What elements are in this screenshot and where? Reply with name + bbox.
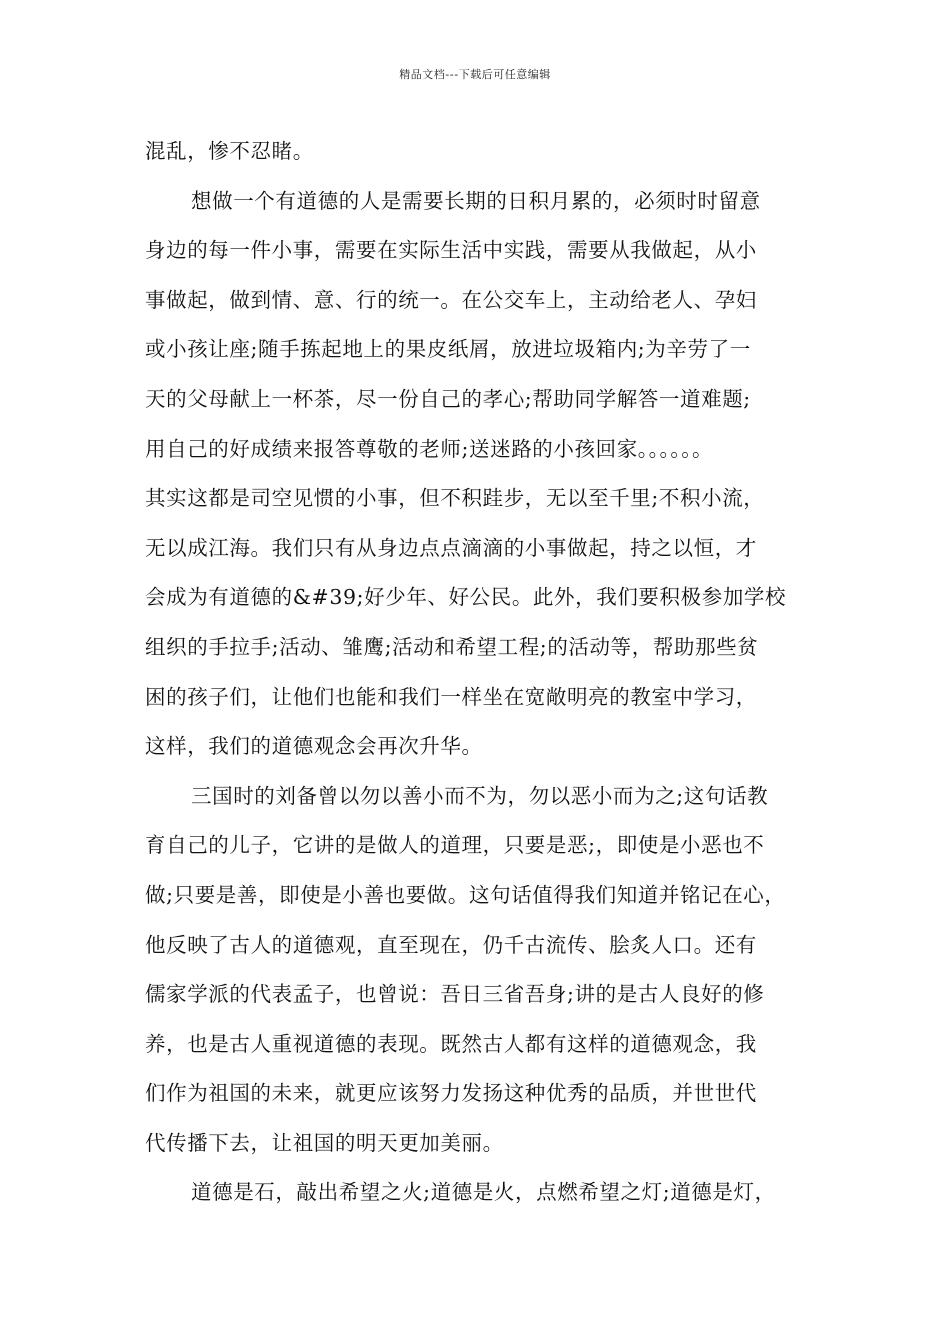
text-line: 困的孩子们，让他们也能和我们一样坐在宽敞明亮的教室中学习， [145, 684, 757, 709]
text-line: 混乱，惨不忍睹。 [145, 139, 314, 163]
text-line: 他反映了古人的道德观，直至现在，仍千古流传、脍炙人口。还有 [145, 932, 757, 957]
text-line: 儒家学派的代表孟子，也曾说：吾日三省吾身;讲的是古人良好的修 [145, 982, 765, 1007]
text-line: 组织的手拉手;活动、雏鹰;活动和希望工程;的活动等，帮助那些贫 [145, 634, 759, 659]
text-line: 身边的每一件小事，需要在实际生活中实践，需要从我做起，从小 [145, 238, 757, 263]
paragraph-start-line: 想做一个有道德的人是需要长期的日积月累的，必须时时留意 [191, 188, 761, 213]
paragraph-start-line: 道德是石，敲出希望之火;道德是火，点燃希望之灯;道德是灯， [191, 1180, 776, 1205]
page-header: 精品文档---下载后可任意编辑 [399, 68, 551, 81]
text-line: 事做起，做到情、意、行的统一。在公交车上，主动给老人、孕妇 [145, 287, 757, 312]
text-line: 天的父母献上一杯茶，尽一份自己的孝心;帮助同学解答一道难题; [145, 386, 751, 411]
text-line: 做;只要是善，即使是小善也要做。这句话值得我们知道并铭记在心， [145, 882, 786, 907]
text-line: 们作为祖国的未来，就更应该努力发扬这种优秀的品质，并世世代 [145, 1081, 757, 1106]
text-line: 会成为有道德的&#39;好少年、好公民。此外，我们要积极参加学校 [145, 585, 787, 610]
text-line: 这样，我们的道德观念会再次升华。 [145, 734, 483, 759]
document-body [145, 131, 825, 1222]
text-line: 无以成江海。我们只有从身边点点滴滴的小事做起，持之以恒，才 [145, 535, 757, 560]
text-line: 用自己的好成绩来报答尊敬的老师;送迷路的小孩回家。。。。。。 [145, 436, 714, 461]
text-line: 代传播下去，让祖国的明天更加美丽。 [145, 1130, 504, 1155]
text-line: 其实这都是司空见惯的小事，但不积跬步，无以至千里;不积小流， [145, 486, 765, 511]
text-line: 养，也是古人重视道德的表现。既然古人都有这样的道德观念，我 [145, 1031, 757, 1056]
text-line: 或小孩让座;随手拣起地上的果皮纸屑，放进垃圾箱内;为辛劳了一 [145, 337, 751, 362]
text-line: 育自己的儿子，它讲的是做人的道理，只要是恶;，即使是小恶也不 [145, 833, 765, 858]
paragraph-start-line: 三国时的刘备曾以勿以善小而不为，勿以恶小而为之;这句话教 [191, 783, 769, 808]
